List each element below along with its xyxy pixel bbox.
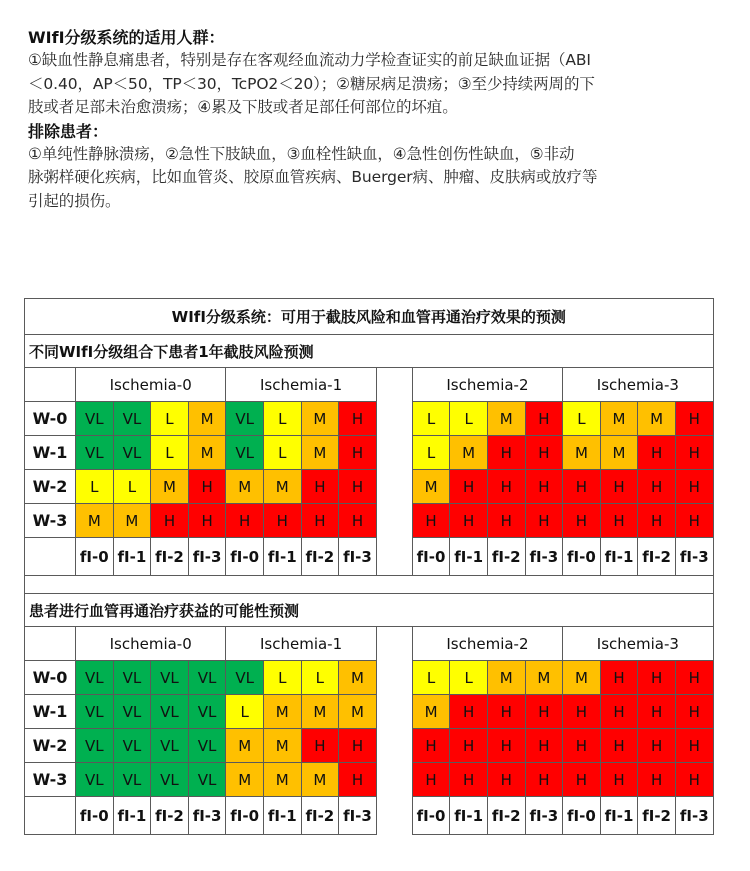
- risk-cell: H: [563, 695, 601, 729]
- ischemia-header: Ischemia-3: [563, 627, 713, 661]
- foot-infection-label: fI-0: [412, 538, 450, 576]
- revascularization-title: 患者进行血管再通治疗获益的可能性预测: [25, 594, 714, 627]
- amputation-row: [25, 436, 714, 470]
- risk-cell: M: [226, 763, 264, 797]
- foot-infection-label: fI-2: [151, 538, 189, 576]
- risk-cell: VL: [113, 695, 151, 729]
- risk-cell: M: [600, 402, 638, 436]
- foot-infection-label: fI-0: [563, 797, 601, 835]
- risk-cell: H: [339, 504, 377, 538]
- wound-grade-label: W-2: [25, 729, 76, 763]
- foot-infection-label: fI-0: [76, 538, 114, 576]
- wound-grade-label: W-3: [25, 763, 76, 797]
- gap-column: [376, 627, 412, 835]
- risk-cell: VL: [113, 763, 151, 797]
- foot-infection-label: fI-2: [487, 538, 525, 576]
- intro-text: [28, 26, 728, 213]
- risk-cell: L: [113, 470, 151, 504]
- excluded-line-2: 脉粥样硬化疾病，比如血管炎、胶原血管疾病、Buerger病、肿瘤、皮肤病或放疗等: [28, 168, 598, 186]
- applicable-line-1: ①缺血性静息痛患者，特别是存在客观经血流动力学检查证实的前足缺血证据（ABI: [28, 51, 591, 69]
- wound-grade-label: W-1: [25, 436, 76, 470]
- risk-cell: M: [301, 402, 339, 436]
- foot-infection-label: fI-1: [450, 797, 488, 835]
- foot-infection-label: fI-2: [301, 797, 339, 835]
- amputation-title: 不同WIfI分级组合下患者1年截肢风险预测: [25, 335, 714, 368]
- table-title: WIfI分级系统：可用于截肢风险和血管再通治疗效果的预测: [25, 299, 714, 335]
- risk-cell: H: [487, 763, 525, 797]
- ischemia-header: Ischemia-3: [563, 368, 713, 402]
- revascularization-title-row: [25, 594, 714, 627]
- risk-cell: L: [412, 436, 450, 470]
- foot-infection-label: fI-0: [76, 797, 114, 835]
- risk-cell: H: [638, 729, 676, 763]
- risk-cell: H: [450, 729, 488, 763]
- risk-cell: H: [339, 470, 377, 504]
- foot-infection-label: fI-3: [675, 538, 713, 576]
- foot-infection-label: fI-1: [263, 797, 301, 835]
- amputation-row: [25, 402, 714, 436]
- risk-cell: H: [675, 661, 713, 695]
- amputation-title-row: [25, 335, 714, 368]
- section-separator: [25, 576, 714, 594]
- foot-infection-label: fI-1: [600, 797, 638, 835]
- risk-cell: H: [188, 470, 226, 504]
- excluded-line-1: ①单纯性静脉溃疡，②急性下肢缺血，③血栓性缺血，④急性创伤性缺血，⑤非动: [28, 144, 575, 163]
- risk-cell: M: [263, 729, 301, 763]
- risk-cell: H: [563, 729, 601, 763]
- foot-infection-label: fI-2: [151, 797, 189, 835]
- foot-infection-label: fI-1: [450, 538, 488, 576]
- risk-cell: M: [113, 504, 151, 538]
- risk-cell: M: [412, 695, 450, 729]
- risk-cell: M: [487, 661, 525, 695]
- risk-cell: H: [301, 470, 339, 504]
- risk-cell: H: [339, 763, 377, 797]
- risk-cell: H: [412, 729, 450, 763]
- risk-cell: VL: [76, 402, 114, 436]
- risk-cell: VL: [188, 695, 226, 729]
- risk-cell: M: [263, 695, 301, 729]
- risk-cell: VL: [76, 436, 114, 470]
- risk-cell: M: [412, 470, 450, 504]
- ischemia-header: Ischemia-1: [226, 368, 376, 402]
- foot-infection-label: fI-3: [188, 797, 226, 835]
- revascularization-row: [25, 729, 714, 763]
- risk-cell: L: [450, 402, 488, 436]
- wound-grade-label: W-0: [25, 402, 76, 436]
- risk-cell: H: [675, 504, 713, 538]
- ischemia-header: Ischemia-2: [412, 627, 562, 661]
- risk-cell: VL: [226, 436, 264, 470]
- risk-cell: VL: [113, 436, 151, 470]
- risk-cell: L: [263, 661, 301, 695]
- amputation-row: [25, 504, 714, 538]
- risk-cell: H: [525, 436, 563, 470]
- risk-cell: M: [301, 763, 339, 797]
- section-title-applicable: WIfI分级系统的适用人群：: [28, 28, 225, 47]
- risk-cell: H: [525, 729, 563, 763]
- risk-cell: H: [600, 661, 638, 695]
- corner-cell: [25, 368, 76, 402]
- risk-cell: H: [263, 504, 301, 538]
- wifi-table: [24, 298, 714, 835]
- foot-infection-label: fI-3: [188, 538, 226, 576]
- foot-infection-label: fI-3: [525, 538, 563, 576]
- risk-cell: L: [412, 402, 450, 436]
- risk-cell: M: [151, 470, 189, 504]
- risk-cell: H: [600, 729, 638, 763]
- risk-cell: VL: [188, 763, 226, 797]
- risk-cell: M: [339, 695, 377, 729]
- risk-cell: L: [450, 661, 488, 695]
- foot-infection-label: fI-1: [113, 538, 151, 576]
- risk-cell: H: [339, 402, 377, 436]
- risk-cell: M: [339, 661, 377, 695]
- risk-cell: VL: [151, 729, 189, 763]
- risk-cell: M: [263, 763, 301, 797]
- foot-infection-label: fI-2: [487, 797, 525, 835]
- risk-cell: H: [563, 763, 601, 797]
- wound-grade-label: W-0: [25, 661, 76, 695]
- wound-grade-label: W-2: [25, 470, 76, 504]
- revascularization-row: [25, 695, 714, 729]
- risk-cell: VL: [76, 661, 114, 695]
- ischemia-header: Ischemia-1: [226, 627, 376, 661]
- foot-infection-label: fI-3: [675, 797, 713, 835]
- ischemia-header: Ischemia-0: [76, 368, 226, 402]
- risk-cell: H: [675, 402, 713, 436]
- risk-cell: H: [600, 470, 638, 504]
- risk-cell: L: [301, 661, 339, 695]
- foot-infection-label: fI-2: [638, 797, 676, 835]
- foot-infection-label: fI-2: [638, 538, 676, 576]
- risk-cell: VL: [113, 729, 151, 763]
- risk-cell: M: [226, 729, 264, 763]
- risk-cell: H: [600, 504, 638, 538]
- risk-cell: H: [638, 436, 676, 470]
- excluded-line-3: 引起的损伤。: [28, 191, 121, 210]
- risk-cell: H: [339, 436, 377, 470]
- risk-cell: H: [450, 695, 488, 729]
- risk-cell: VL: [226, 661, 264, 695]
- risk-cell: M: [301, 436, 339, 470]
- risk-cell: VL: [76, 763, 114, 797]
- risk-cell: M: [263, 470, 301, 504]
- risk-cell: M: [188, 436, 226, 470]
- foot-infection-label: fI-0: [563, 538, 601, 576]
- risk-cell: M: [450, 436, 488, 470]
- foot-infection-label: fI-0: [226, 797, 264, 835]
- risk-cell: H: [301, 729, 339, 763]
- risk-cell: VL: [113, 402, 151, 436]
- risk-cell: L: [263, 436, 301, 470]
- foot-infection-label: fI-2: [301, 538, 339, 576]
- risk-cell: H: [301, 504, 339, 538]
- risk-cell: L: [226, 695, 264, 729]
- risk-cell: H: [525, 763, 563, 797]
- risk-cell: M: [487, 402, 525, 436]
- risk-cell: M: [76, 504, 114, 538]
- risk-cell: VL: [151, 763, 189, 797]
- risk-cell: VL: [76, 695, 114, 729]
- risk-cell: H: [675, 763, 713, 797]
- revascularization-row: [25, 661, 714, 695]
- risk-cell: H: [487, 729, 525, 763]
- risk-cell: H: [188, 504, 226, 538]
- risk-cell: H: [226, 504, 264, 538]
- risk-cell: M: [525, 661, 563, 695]
- amputation-row: [25, 470, 714, 504]
- risk-cell: L: [76, 470, 114, 504]
- risk-cell: L: [151, 402, 189, 436]
- foot-infection-label: fI-1: [263, 538, 301, 576]
- risk-cell: H: [638, 470, 676, 504]
- risk-cell: H: [675, 695, 713, 729]
- risk-cell: H: [600, 763, 638, 797]
- foot-infection-label: fI-3: [525, 797, 563, 835]
- foot-infection-label: fI-3: [339, 538, 377, 576]
- foot-infection-label: fI-1: [113, 797, 151, 835]
- risk-cell: M: [188, 402, 226, 436]
- risk-cell: M: [563, 436, 601, 470]
- risk-cell: H: [412, 504, 450, 538]
- risk-cell: H: [450, 504, 488, 538]
- risk-cell: H: [563, 470, 601, 504]
- risk-cell: M: [226, 470, 264, 504]
- risk-cell: VL: [76, 729, 114, 763]
- risk-cell: H: [638, 763, 676, 797]
- corner-cell: [25, 627, 76, 661]
- risk-cell: M: [563, 661, 601, 695]
- risk-cell: L: [563, 402, 601, 436]
- risk-cell: H: [675, 729, 713, 763]
- risk-cell: VL: [151, 695, 189, 729]
- risk-cell: H: [563, 504, 601, 538]
- foot-infection-label: fI-1: [600, 538, 638, 576]
- risk-cell: H: [487, 470, 525, 504]
- risk-cell: H: [525, 402, 563, 436]
- revascularization-row: [25, 763, 714, 797]
- wound-grade-label: W-3: [25, 504, 76, 538]
- risk-cell: H: [675, 436, 713, 470]
- risk-cell: H: [487, 695, 525, 729]
- applicable-line-2: ＜0.40，AP＜50，TP＜30，TcPO2＜20）；②糖尿病足溃疡；③至少持续两周的下: [28, 74, 595, 93]
- risk-cell: H: [450, 763, 488, 797]
- risk-cell: VL: [113, 661, 151, 695]
- risk-cell: H: [450, 470, 488, 504]
- section-title-excluded: 排除患者：: [28, 121, 109, 141]
- risk-cell: L: [263, 402, 301, 436]
- risk-cell: VL: [188, 661, 226, 695]
- risk-cell: H: [675, 470, 713, 504]
- ischemia-header: Ischemia-2: [412, 368, 562, 402]
- gap-column: [376, 368, 412, 576]
- foot-infection-label: fI-0: [226, 538, 264, 576]
- risk-cell: H: [600, 695, 638, 729]
- applicable-line-3: 肢或者足部未治愈溃疡；④累及下肢或者足部任何部位的坏疽。: [28, 98, 458, 116]
- risk-cell: M: [301, 695, 339, 729]
- risk-cell: L: [151, 436, 189, 470]
- risk-cell: H: [151, 504, 189, 538]
- risk-cell: M: [600, 436, 638, 470]
- wound-grade-label: W-1: [25, 695, 76, 729]
- risk-cell: M: [638, 402, 676, 436]
- foot-infection-label: fI-0: [412, 797, 450, 835]
- ischemia-header: Ischemia-0: [76, 627, 226, 661]
- risk-cell: H: [339, 729, 377, 763]
- corner-cell: [25, 538, 76, 576]
- risk-cell: VL: [151, 661, 189, 695]
- risk-cell: H: [525, 695, 563, 729]
- risk-cell: H: [638, 661, 676, 695]
- risk-cell: H: [525, 470, 563, 504]
- risk-cell: H: [412, 763, 450, 797]
- foot-infection-label: fI-3: [339, 797, 377, 835]
- risk-cell: VL: [226, 402, 264, 436]
- risk-cell: H: [638, 695, 676, 729]
- risk-cell: VL: [188, 729, 226, 763]
- risk-cell: H: [525, 504, 563, 538]
- risk-cell: H: [487, 436, 525, 470]
- risk-cell: L: [412, 661, 450, 695]
- corner-cell: [25, 797, 76, 835]
- risk-cell: H: [487, 504, 525, 538]
- risk-cell: H: [638, 504, 676, 538]
